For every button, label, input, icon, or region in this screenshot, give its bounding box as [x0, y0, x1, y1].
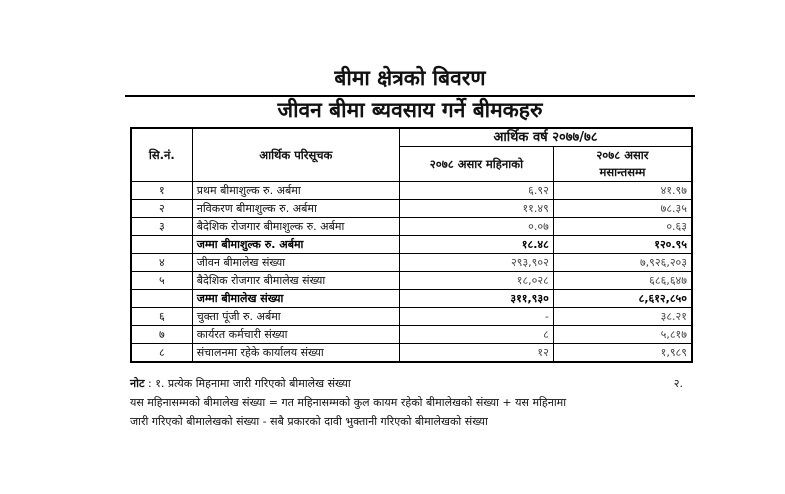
- insurance-table: [130, 127, 693, 363]
- cell-indicator: संचालनमा रहेके कार्यालय संख्या: [192, 344, 399, 363]
- table-row: [131, 254, 692, 272]
- cell-month: ८: [400, 326, 554, 344]
- cell-sn: ३: [131, 218, 192, 236]
- cell-month: ६.९२: [400, 182, 554, 200]
- cell-cumulative: १२०.९५: [553, 236, 692, 254]
- cell-sn: ६: [131, 308, 192, 326]
- note-1-text: : १. प्रत्येक मिहनामा जारी गरिएको बीमालेख संख्या: [148, 377, 351, 390]
- cell-month: २९३,९०२: [400, 254, 554, 272]
- cell-indicator: जीवन बीमालेख संख्या: [192, 254, 399, 272]
- cell-indicator: नविकरण बीमाशुल्क रु. अर्बमा: [192, 200, 399, 218]
- cell-month: -: [400, 308, 554, 326]
- header-fiscal-year: आर्थिक वर्ष २०७७/७८: [400, 128, 693, 147]
- cell-cumulative: ०.६३: [553, 218, 692, 236]
- cell-cumulative: ५,८१७: [553, 326, 692, 344]
- cell-month: १८.४८: [400, 236, 554, 254]
- cell-indicator: जम्मा बीमालेख संख्या: [192, 290, 399, 308]
- header-cumulative: [553, 147, 692, 182]
- page-title: बीमा क्षेत्रको बिवरण: [334, 66, 486, 90]
- cell-cumulative: ३८.२१: [553, 308, 692, 326]
- header-month: २०७८ असार महिनाको: [400, 147, 554, 182]
- cell-cumulative: ४१.९७: [553, 182, 692, 200]
- note-1: [130, 374, 695, 393]
- cell-sn: ४: [131, 254, 192, 272]
- cell-sn: [131, 290, 192, 308]
- cell-sn: ७: [131, 326, 192, 344]
- total-row: [131, 290, 692, 308]
- notes: [130, 374, 695, 431]
- cell-indicator: बैदेशिक रोजगार बीमालेख संख्या: [192, 272, 399, 290]
- cell-indicator: बैदेशिक रोजगार बीमाशुल्क रु. अर्बमा: [192, 218, 399, 236]
- cell-cumulative: ७८.३५: [553, 200, 692, 218]
- cell-month: १८,०२८: [400, 272, 554, 290]
- header-cumulative-line2: मसान्तसम्म: [599, 165, 646, 179]
- table-row: [131, 344, 692, 363]
- table-row: [131, 272, 692, 290]
- cell-indicator: जम्मा बीमाशुल्क रु. अर्बमा: [192, 236, 399, 254]
- cell-indicator: प्रथम बीमाशुल्क रु. अर्बमा: [192, 182, 399, 200]
- cell-cumulative: ६८६,६४७: [553, 272, 692, 290]
- cell-indicator: चुक्ता पूंजी रु. अर्बमा: [192, 308, 399, 326]
- note-label: नोट: [130, 377, 145, 390]
- cell-sn: ५: [131, 272, 192, 290]
- header-sn: सि.नं.: [131, 128, 192, 182]
- cell-sn: २: [131, 200, 192, 218]
- cell-cumulative: ७,९२६,२०३: [553, 254, 692, 272]
- table-row: [131, 218, 692, 236]
- table-row: [131, 308, 692, 326]
- cell-cumulative: १,९८९: [553, 344, 692, 363]
- total-row: [131, 236, 692, 254]
- table-row: [131, 200, 692, 218]
- cell-sn: [131, 236, 192, 254]
- cell-month: ११.४९: [400, 200, 554, 218]
- page-subtitle: जीवन बीमा ब्यवसाय गर्ने बीमकहरु: [277, 98, 543, 122]
- cell-month: १२: [400, 344, 554, 363]
- cell-month: ३११,९३०: [400, 290, 554, 308]
- table-row: [131, 326, 692, 344]
- cell-month: ०.०७: [400, 218, 554, 236]
- header-cumulative-line1: २०७८ असार: [596, 148, 649, 162]
- header-indicator: आर्थिक परिसूचक: [192, 128, 399, 182]
- table-row: [131, 182, 692, 200]
- cell-cumulative: ८,६१२,८५०: [553, 290, 692, 308]
- cell-sn: ८: [131, 344, 192, 363]
- note-2-line2: जारी गरिएको बीमालेखको संख्या - सबै प्रकारको दावी भुक्तानी गरिएको बीमालेखको संख्या: [130, 415, 488, 428]
- note-2-number: २.: [673, 377, 683, 390]
- cell-indicator: कार्यरत कर्मचारी संख्या: [192, 326, 399, 344]
- cell-sn: १: [131, 182, 192, 200]
- note-2-line1: यस महिनासम्मको बीमालेख संख्या = गत महिनासम्मको कुल कायम रहेको बीमालेखको संख्या + यस महिनामा: [130, 396, 567, 409]
